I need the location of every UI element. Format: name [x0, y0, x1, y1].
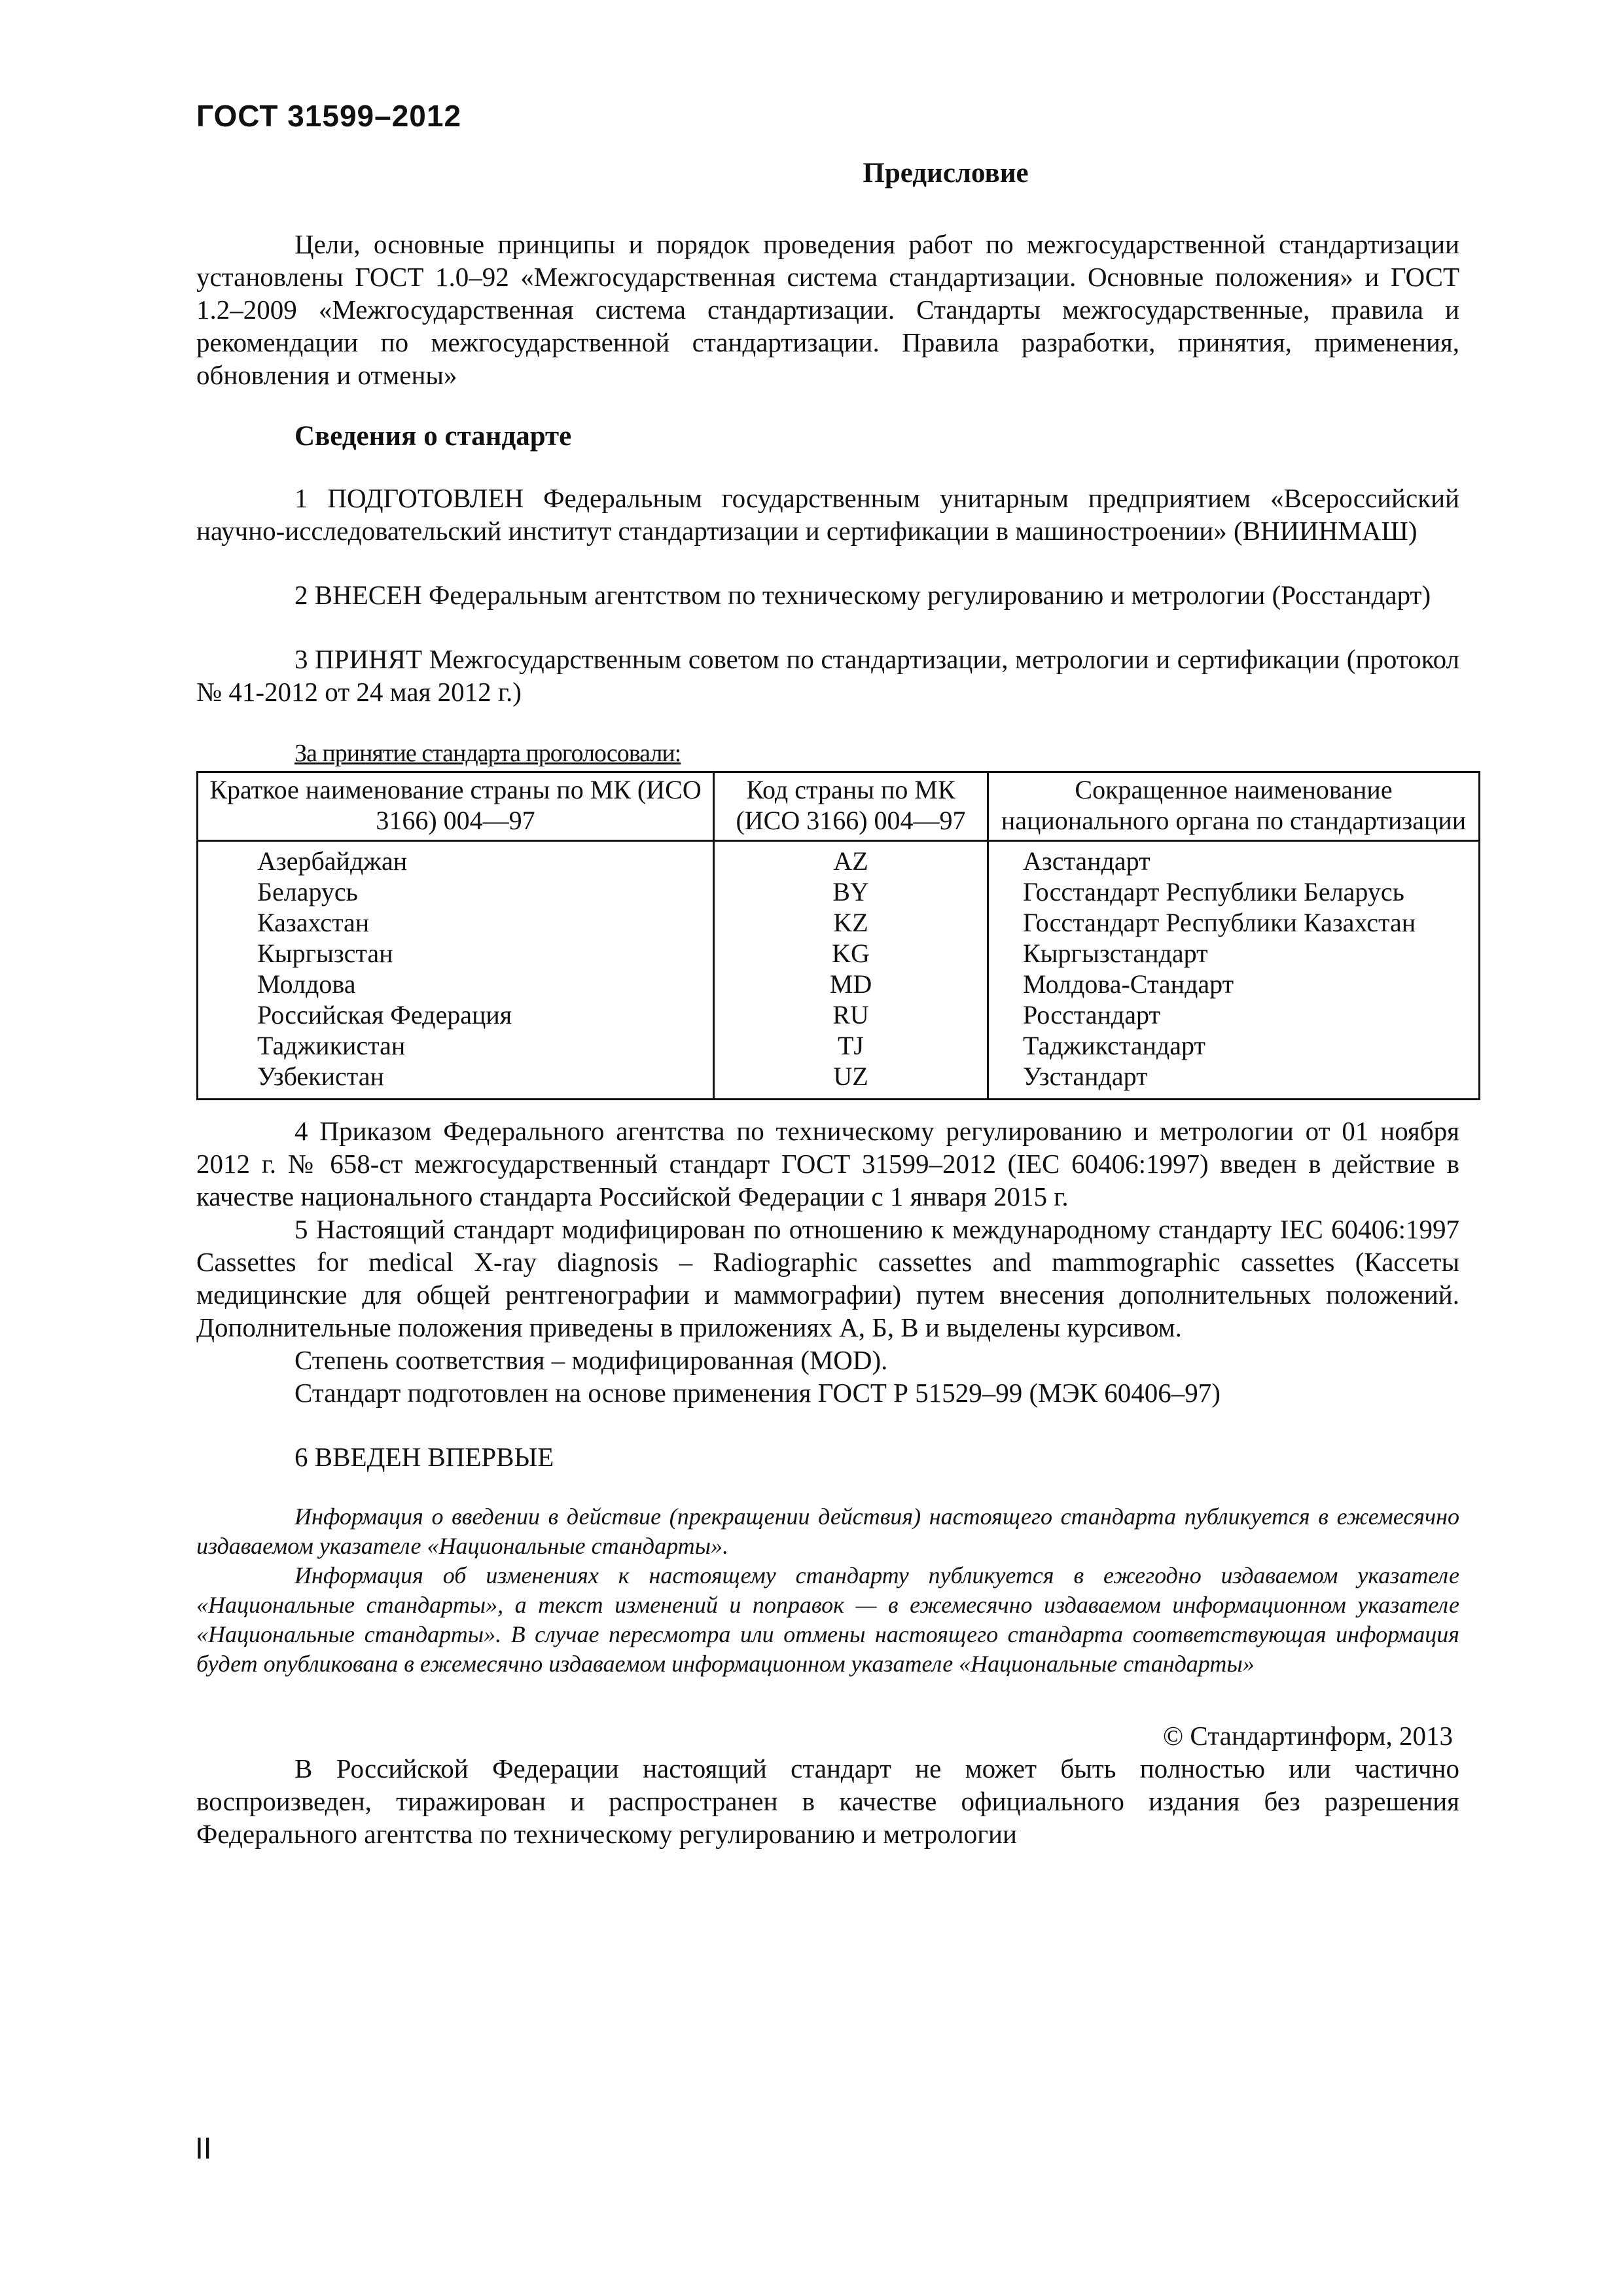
- copyright: © Стандартинформ, 2013: [1163, 1721, 1453, 1751]
- table-row: [198, 1030, 1480, 1061]
- national-body-cell: Кыргызстандарт: [988, 938, 1480, 969]
- voting-table: [196, 771, 1480, 1100]
- info-heading: Сведения о стандарте: [294, 421, 572, 452]
- header-code: Код страны по МК (ИСО 3166) 004—97: [714, 772, 988, 841]
- country-cell: Беларусь: [198, 876, 714, 907]
- national-body-cell: Росстандарт: [988, 999, 1480, 1030]
- country-cell: Российская Федерация: [198, 999, 714, 1030]
- national-body-cell: Узстандарт: [988, 1061, 1480, 1100]
- table-header-row: [198, 772, 1480, 841]
- item-5-degree: Степень соответствия – модифицированная (MOD).: [294, 1345, 888, 1375]
- code-cell: TJ: [714, 1030, 988, 1061]
- item-2: 2 ВНЕСЕН Федеральным агентством по техническому регулированию и метрологии (Росстандарт): [294, 580, 1431, 610]
- table-row: [198, 1061, 1480, 1100]
- item-6: 6 ВВЕДЕН ВПЕРВЫЕ: [294, 1442, 554, 1472]
- header-country: Краткое наименование страны по МК (ИСО 3166) 004—97: [198, 772, 714, 841]
- country-cell: Узбекистан: [198, 1061, 714, 1100]
- note-changes: Информация об изменениях к настоящему стандарту публикуется в ежегодно издаваемом указателе «Национальные стандарты», а текст изменений и поправок — в ежемесячно издаваемом информационном указателе «Национальные стандарты». В случае пересмотра или отмены настоящего стандарта соответствующая информация будет опубликована в ежемесячно издаваемом информационном указателе «Национальные стандарты»: [196, 1562, 1459, 1677]
- table-row: [198, 907, 1480, 938]
- national-body-cell: Госстандарт Республики Казахстан: [988, 907, 1480, 938]
- item-5-basis: Стандарт подготовлен на основе применения ГОСТ Р 51529–99 (МЭК 60406–97): [294, 1378, 1221, 1408]
- item-3: 3 ПРИНЯТ Межгосударственным советом по стандартизации, метрологии и сертификации (протокол № 41-2012 от 24 мая 2012 г.): [196, 644, 1459, 707]
- page-number: II: [195, 2131, 212, 2165]
- code-cell: RU: [714, 999, 988, 1030]
- code-cell: KZ: [714, 907, 988, 938]
- table-row: [198, 876, 1480, 907]
- table-body: [198, 841, 1480, 1100]
- item-5: 5 Настоящий стандарт модифицирован по отношению к международному стандарту IEC 60406:1997 Cassettes for medical X-ray diagnosis – Radiographic cassettes and mammographic cassettes (Кассеты медицинские для общей рентгенографии и маммографии) путем внесения дополнительных положений. Дополнительные положения приведены в приложениях А, Б, В и выделены курсивом.: [196, 1214, 1459, 1342]
- national-body-cell: Молдова-Стандарт: [988, 969, 1480, 999]
- intro-paragraph: Цели, основные принципы и порядок проведения работ по межгосударственной стандартизации установлены ГОСТ 1.0–92 «Межгосударственная система стандартизации. Основные положения» и ГОСТ 1.2–2009 «Межгосударственная система стандартизации. Стандарты межгосударственные, правила и рекомендации по межгосударственной стандартизации. Правила разработки, принятия, применения, обновления и отмены»: [196, 229, 1459, 390]
- table-row: [198, 841, 1480, 877]
- page-title: Предисловие: [863, 158, 1029, 188]
- code-cell: BY: [714, 876, 988, 907]
- country-cell: Азербайджан: [198, 841, 714, 877]
- national-body-cell: Таджикстандарт: [988, 1030, 1480, 1061]
- standard-code-header: ГОСТ 31599–2012: [196, 99, 462, 133]
- header-national-body: Сокращенное наименование национального органа по стандартизации: [988, 772, 1480, 841]
- page-content: [196, 157, 1467, 1850]
- code-cell: AZ: [714, 841, 988, 877]
- national-body-cell: Азстандарт: [988, 841, 1480, 877]
- item-4: 4 Приказом Федерального агентства по техническому регулированию и метрологии от 01 ноября 2012 г. № 658-ст межгосударственный стандарт ГОСТ 31599–2012 (IEC 60406:1997) введен в действие в качестве национального стандарта Российской Федерации с 1 января 2015 г.: [196, 1116, 1459, 1211]
- code-cell: MD: [714, 969, 988, 999]
- national-body-cell: Госстандарт Республики Беларусь: [988, 876, 1480, 907]
- item-1: 1 ПОДГОТОВЛЕН Федеральным государственным унитарным предприятием «Всероссийский научно-исследовательский институт стандартизации и сертификации в машиностроении» (ВНИИНМАШ): [196, 483, 1459, 546]
- table-row: [198, 938, 1480, 969]
- code-cell: KG: [714, 938, 988, 969]
- note-introduction: Информация о введении в действие (прекращении действия) настоящего стандарта публикуется в ежемесячно издаваемом указателе «Национальные стандарты».: [196, 1503, 1459, 1559]
- country-cell: Кыргызстан: [198, 938, 714, 969]
- code-cell: UZ: [714, 1061, 988, 1100]
- country-cell: Таджикистан: [198, 1030, 714, 1061]
- country-cell: Казахстан: [198, 907, 714, 938]
- country-cell: Молдова: [198, 969, 714, 999]
- table-row: [198, 999, 1480, 1030]
- table-row: [198, 969, 1480, 999]
- rights-notice: В Российской Федерации настоящий стандарт не может быть полностью или частично воспроизведен, тиражирован и распространен в качестве официального издания без разрешения Федерального агентства по техническому регулированию и метрологии: [196, 1753, 1459, 1849]
- vote-caption: За принятие стандарта проголосовали:: [294, 740, 681, 767]
